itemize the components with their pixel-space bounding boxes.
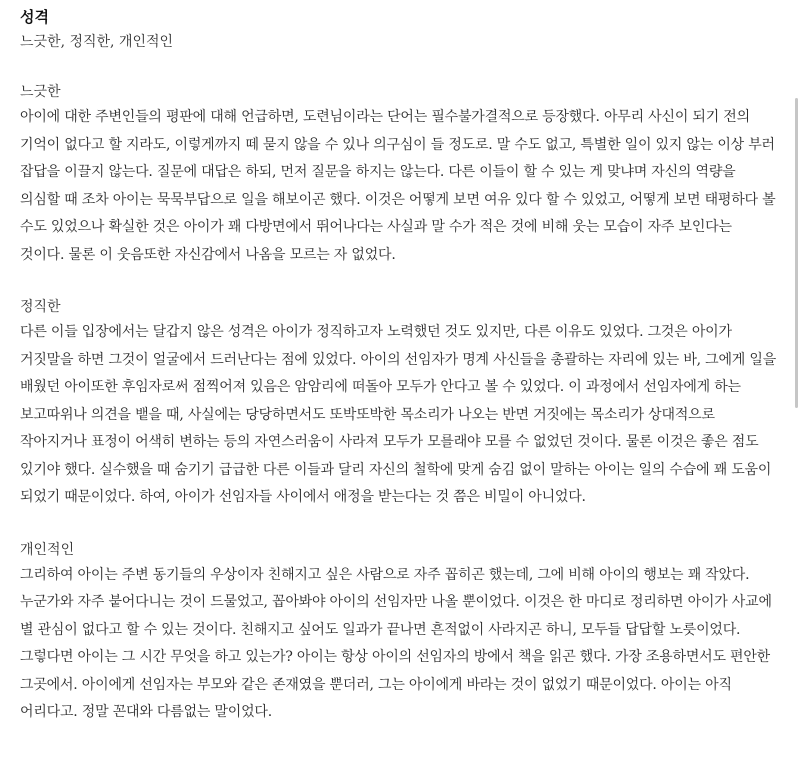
section-body: 다른 이들 입장에서는 달갑지 않은 성격은 아이가 정직하고자 노력했던 것도 있지만, 다른 이유도 있었다. 그것은 아이가 거짓말을 하면 그것이 얼굴에서 드러난다는 점에 있었다. 아이의 선임자가 명계 사신들을 총괄하는 자리에 있는 바, 그에게 일을 배웠던 아이또한 후임자로써 점찍어져 있음은 암암리에 떠돌아 모두가 안다고 볼 수 있었다. 이 과정에서 선임자에게 하는 보고따위나 의견을 뱉을 때, 사실에는 당당하면서도 또박또박한 목소리가 나오는 반면 거짓에는 목소리가 상대적으로 작아지거나 표정이 어색히 변하는 등의 자연스러움이 사라져 모두가 모를래야 모를 수 없었던 것이다. 물론 이것은 좋은 점도 있기야 했다. 실수했을 때 숨기기 급급한 다른 이들과 달리 자신의 철학에 맞게 숨김 없이 말하는 아이는 일의 수습에 꽤 도움이 되었기 때문이었다. 하여, 아이가 선임자들 사이에서 애정을 받는다는 것 쯤은 비밀이 아니었다. — [20, 324, 777, 505]
section-title: 정직한 — [20, 299, 61, 315]
page-title: 성격 — [20, 8, 49, 26]
section-honest — [20, 295, 778, 512]
scrollbar[interactable] — [795, 98, 798, 408]
section-title: 개인적인 — [20, 541, 75, 558]
trait-summary: 느긋한, 정직한, 개인적인 — [20, 34, 174, 50]
section-title: 느긋한 — [20, 84, 61, 100]
section-body: 그리하여 아이는 주변 동기들의 우상이자 친해지고 싶은 사람으로 자주 꼽히곤 했는데, 그에 비해 아이의 행보는 꽤 작았다. 누군가와 자주 붙어다니는 것이 드물었고, 꼽아봐야 아이의 선임자만 나올 뿐이었다. 이것은 한 마디로 정리하면 아이가 사교에 별 관심이 없다고 할 수 있는 것이다. 친해지고 싶어도 일과가 끝나면 흔적없이 사라지곤 하니, 모두들 답답할 노릇이었다. 그렇다면 아이는 그 시간 무엇을 하고 있는가? 아이는 항상 아이의 선임자의 방에서 책을 읽곤 했다. 가장 조용하면서도 편안한 그곳에서. 아이에게 선임자는 부모와 같은 존재였을 뿐더러, 그는 아이에게 바라는 것이 없었기 때문이었다. 아이는 아직 어리다고. 정말 꼰대와 다름없는 말이었다. — [20, 566, 772, 720]
section-individual — [20, 538, 778, 727]
section-relaxed — [20, 80, 778, 269]
section-body: 아이에 대한 주변인들의 평판에 대해 언급하면, 도련님이라는 단어는 필수불가결적으로 등장했다. 아무리 사신이 되기 전의 기억이 없다고 할 지라도, 이렇게까지 떼 묻지 않을 수 있나 의구심이 들 정도로. 말 수도 없고, 특별한 일이 있지 않는 이상 부러 잡답을 이끌지 않는다. 질문에 대답은 하되, 먼저 질문을 하지는 않는다. 다른 이들이 할 수 있는 게 맞냐며 자신의 역량을 의심할 때 조차 아이는 묵묵부답으로 일을 해보이곤 했다. 이것은 어떻게 보면 여유 있다 할 수 있었고, 어떻게 보면 태평하다 볼 수도 있었으나 확실한 것은 아이가 꽤 다방면에서 뛰어나다는 사실과 말 수가 적은 것에 비해 웃는 모습이 자주 보인다는 것이다. 물론 이 웃음또한 자신감에서 나옴을 모르는 자 없었다. — [20, 109, 776, 263]
